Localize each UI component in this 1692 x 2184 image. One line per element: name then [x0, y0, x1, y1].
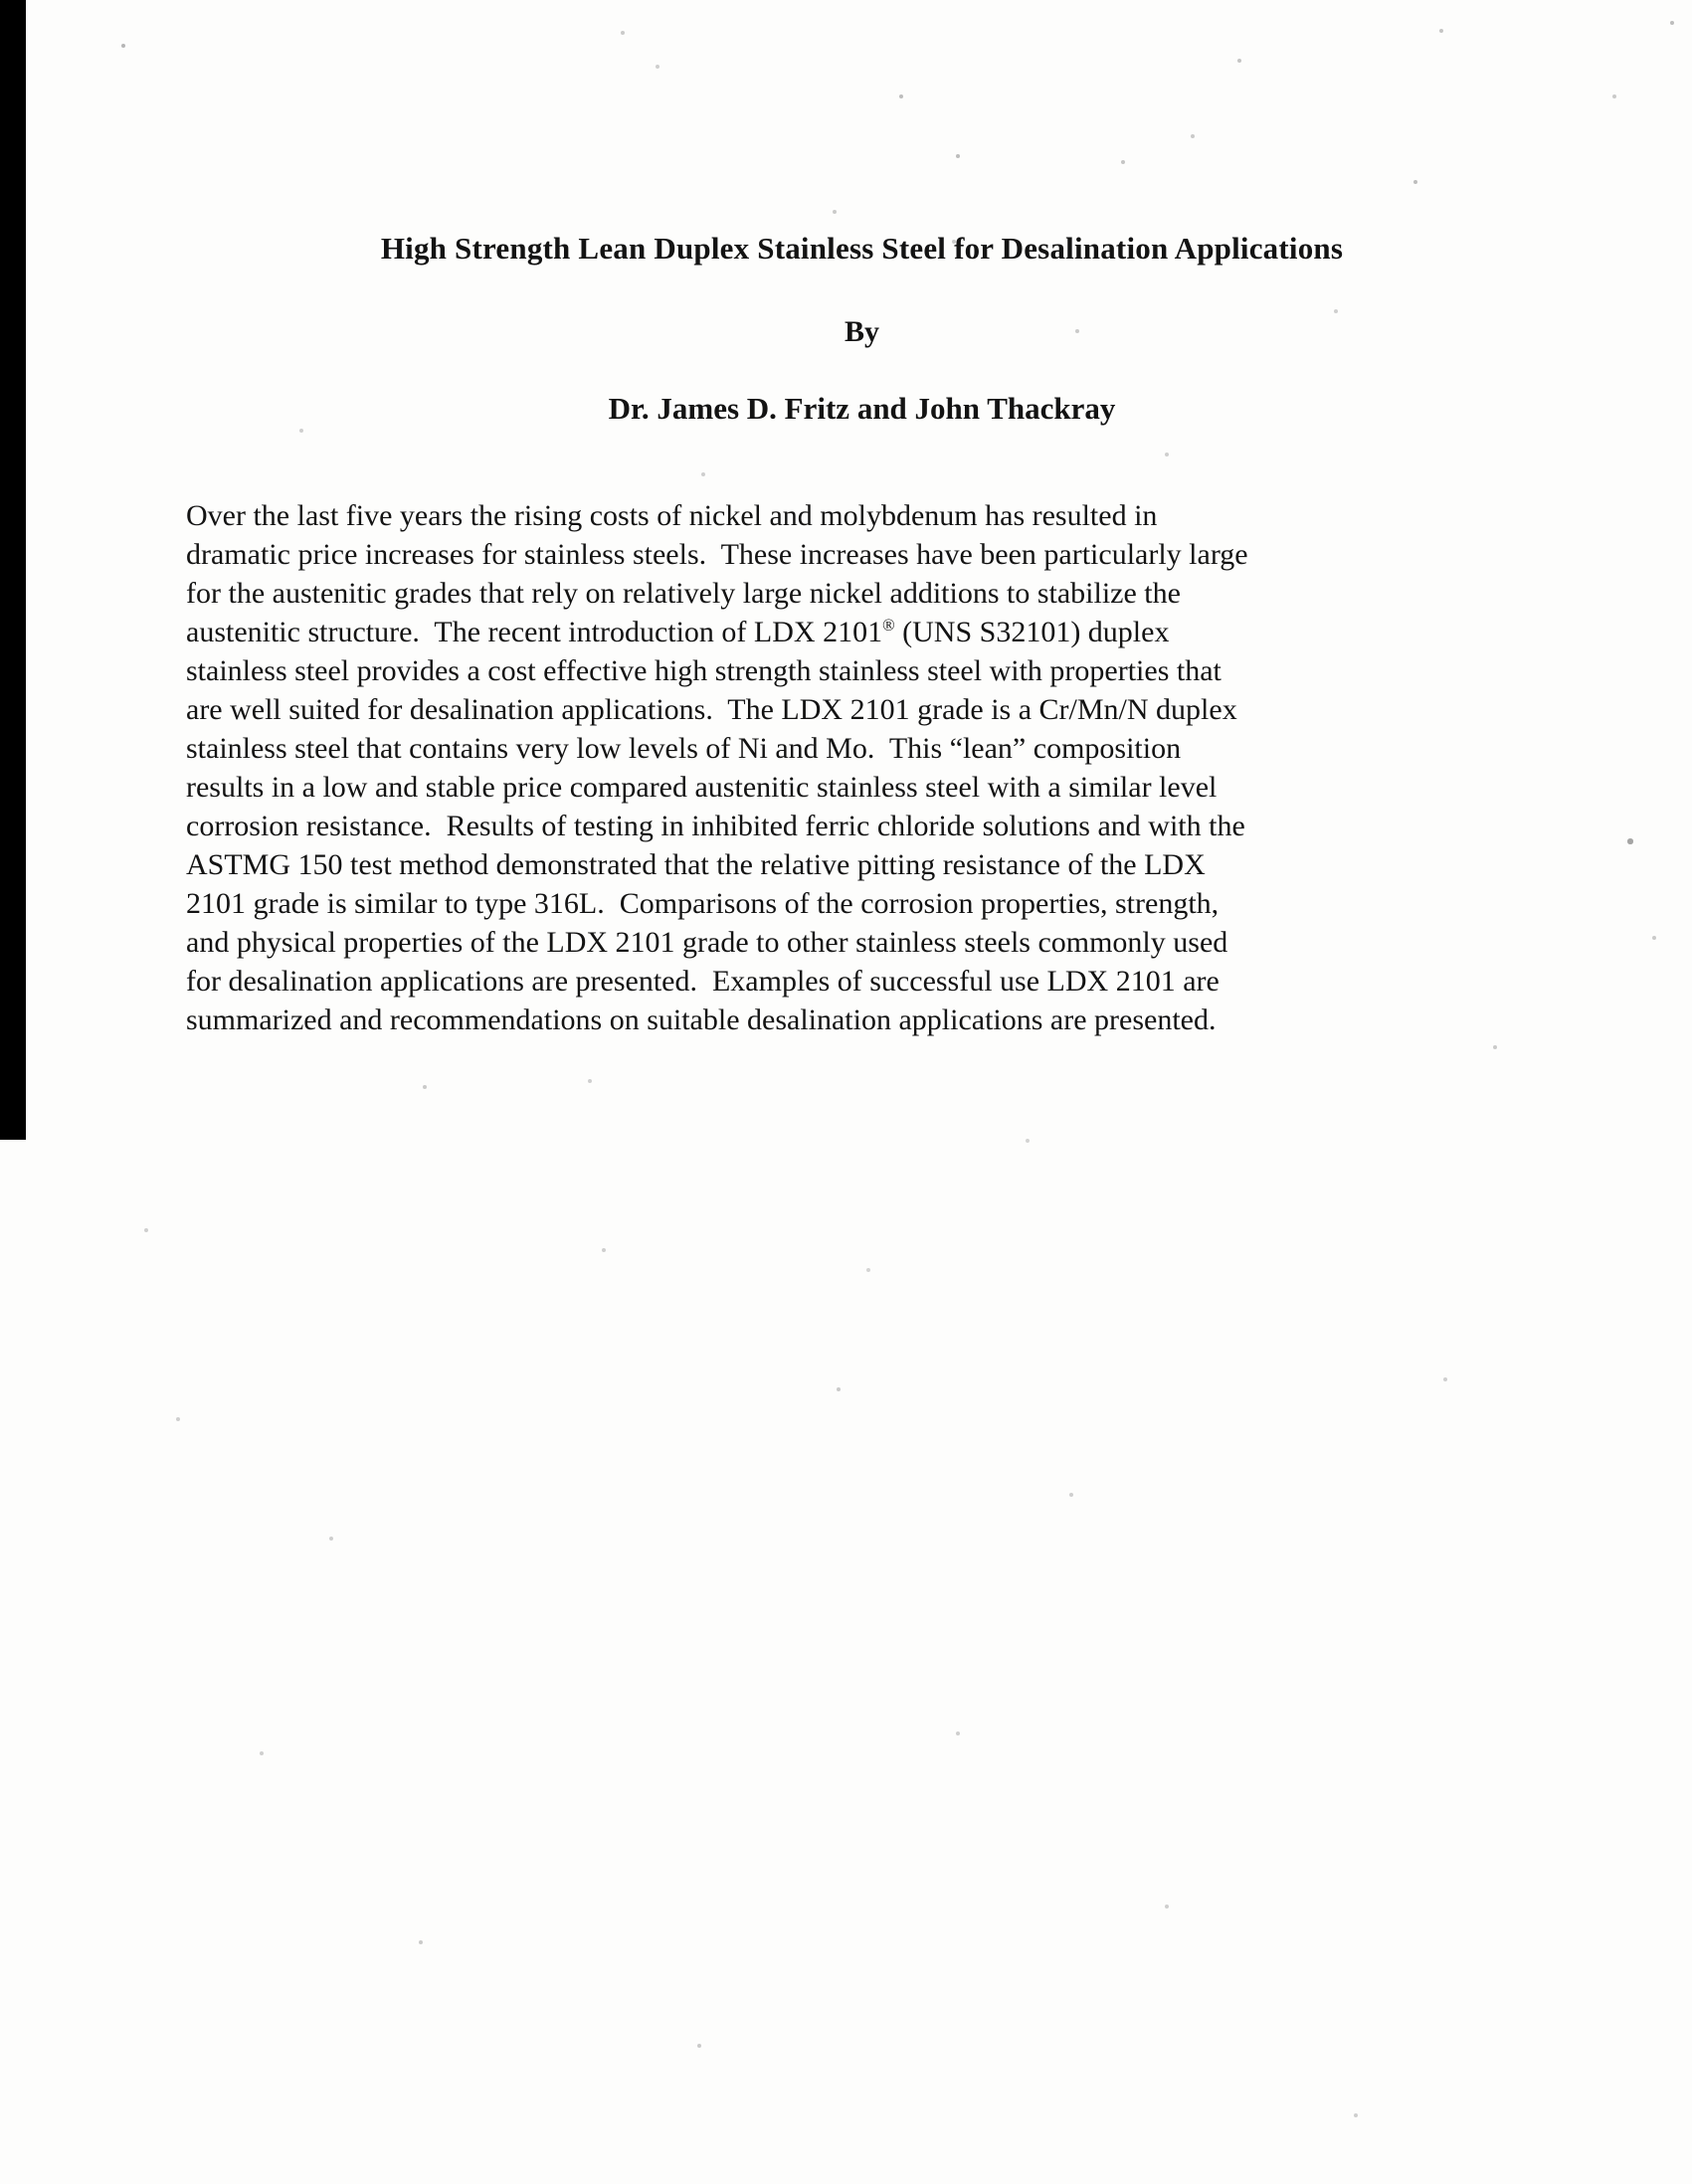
abstract-line: summarized and recommendations on suitable desalination applications are presented. — [186, 1003, 1217, 1036]
abstract-line: stainless steel provides a cost effective high strength stainless steel with properties that — [186, 654, 1222, 687]
abstract-paragraph — [186, 496, 1598, 1039]
abstract-line: are well suited for desalination applications. The LDX 2101 grade is a Cr/Mn/N duplex — [186, 693, 1237, 726]
abstract-line-pre-text: austenitic structure. The recent introduction of LDX 2101 — [186, 616, 883, 648]
abstract-line: Over the last five years the rising costs of nickel and molybdenum has resulted in — [186, 499, 1158, 532]
abstract-line: and physical properties of the LDX 2101 grade to other stainless steels commonly used — [186, 926, 1228, 959]
abstract-line-post-text: (UNS S32101) duplex — [894, 616, 1170, 648]
abstract-line: for the austenitic grades that rely on relatively large nickel additions to stabilize the — [186, 577, 1181, 610]
abstract-line: for desalination applications are presented. Examples of successful use LDX 2101 are — [186, 965, 1220, 998]
title-block — [0, 231, 1692, 267]
abstract-line: 2101 grade is similar to type 316L. Comparisons of the corrosion properties, strength, — [186, 887, 1220, 920]
abstract-line: corrosion resistance. Results of testing in inhibited ferric chloride solutions and with the — [186, 810, 1245, 842]
scan-noise-specks — [0, 0, 2, 2]
registered-trademark-symbol: ® — [882, 616, 895, 635]
abstract-line-with-trademark — [186, 613, 1598, 651]
abstract-line: results in a low and stable price compared austenitic stainless steel with a similar level — [186, 771, 1218, 804]
byline: By — [844, 315, 879, 348]
abstract-line: stainless steel that contains very low levels of Ni and Mo. This “lean” composition — [186, 732, 1182, 765]
abstract-line: ASTMG 150 test method demonstrated that the relative pitting resistance of the LDX — [186, 848, 1206, 881]
page-title: High Strength Lean Duplex Stainless Steel for Desalination Applications — [380, 231, 1344, 266]
authors-line: Dr. James D. Fritz and John Thackray — [608, 391, 1116, 426]
abstract-line: dramatic price increases for stainless steels. These increases have been particularly large — [186, 538, 1248, 571]
scan-edge-artifact — [0, 0, 26, 1140]
